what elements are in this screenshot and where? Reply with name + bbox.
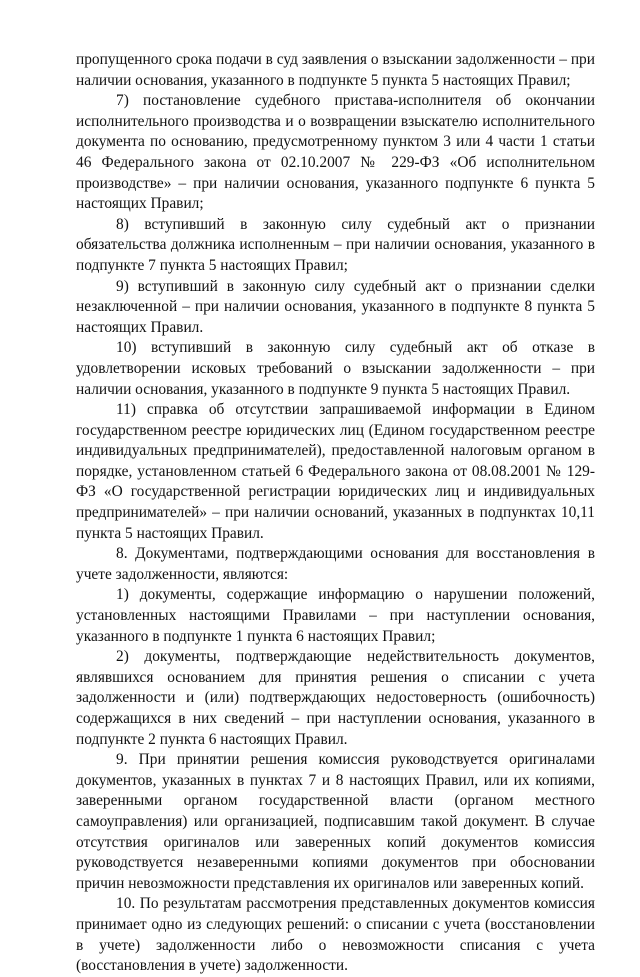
document-page xyxy=(76,50,595,977)
paragraph-section-8-item-2: 2) документы, подтверждающие недействительность документов, являвшихся основанием для принятия решения о списании с учета задолженности и (или) подтверждающих недостоверность (ошибочность) содержащихся в них сведений – при наступлении основания, указанного в подпункте 2 пункта 6 настоящих Правил. xyxy=(76,648,595,748)
paragraph-section-8-item-1: 1) документы, содержащие информацию о нарушении положений, установленных настоящими Правилами – при наступлении основания, указанного в подпункте 1 пункта 6 настоящих Правил; xyxy=(76,586,595,645)
paragraph-item-9: 9) вступивший в законную силу судебный акт о признании сделки незаключенной – при наличии основания, указанного в подпункте 8 пункта 5 настоящих Правил. xyxy=(76,277,595,336)
paragraph-continuation: пропущенного срока подачи в суд заявления о взыскании задолженности – при наличии основания, указанного в подпункте 5 пункта 5 настоящих Правил; xyxy=(76,51,595,89)
paragraph-item-7: 7) постановление судебного пристава-исполнителя об окончании исполнительного производства и о возвращении взыскателю исполнительного документа по основанию, предусмотренному пунктом 3 или 4 части 1 статьи 46 Федерального закона от 02.10.2007 № 229-ФЗ «Об исполнительном производстве» – при наличии основания, указанного подпункте 6 пункта 5 настоящих Правил; xyxy=(76,92,595,213)
paragraph-section-8: 8. Документами, подтверждающими основания для восстановления в учете задолженности, являются: xyxy=(76,545,595,583)
paragraph-item-10: 10) вступивший в законную силу судебный акт об отказе в удовлетворении исковых требований о взыскании задолженности – при наличии основания, указанного в подпункте 9 пункта 5 настоящих Правил. xyxy=(76,339,595,398)
paragraph-item-8: 8) вступивший в законную силу судебный акт о признании обязательства должника исполненным – при наличии основания, указанного в подпункте 7 пункта 5 настоящих Правил; xyxy=(76,215,595,274)
paragraph-item-11: 11) справка об отсутствии запрашиваемой информации в Едином государственном реестре юридических лиц (Едином государственном реестре индивидуальных предпринимателей), предоставленной налоговым органом в порядке, установленном статьей 6 Федерального закона от 08.08.2001 № 129-ФЗ «О государственной регистрации юридических лиц и индивидуальных предпринимателей» – при наличии оснований, указанных в подпунктах 10,11 пункта 5 настоящих Правил. xyxy=(76,401,595,542)
paragraph-section-10: 10. По результатам рассмотрения представленных документов комиссия принимает одно из следующих решений: о списании с учета (восстановлении в учете) задолженности либо о невозможности списания с учета (восстановления в учете) задолженности. xyxy=(76,895,595,975)
paragraph-section-9: 9. При принятии решения комиссия руководствуется оригиналами документов, указанных в пунктах 7 и 8 настоящих Правил, или их копиями, заверенными органом государственной власти (органом местного самоуправления) или организацией, подписавшим такой документ. В случае отсутствия оригиналов или заверенных копий документов комиссия руководствуется незаверенными копиями документов при обосновании причин невозможности представления их оригиналов или заверенных копий. xyxy=(76,751,595,892)
